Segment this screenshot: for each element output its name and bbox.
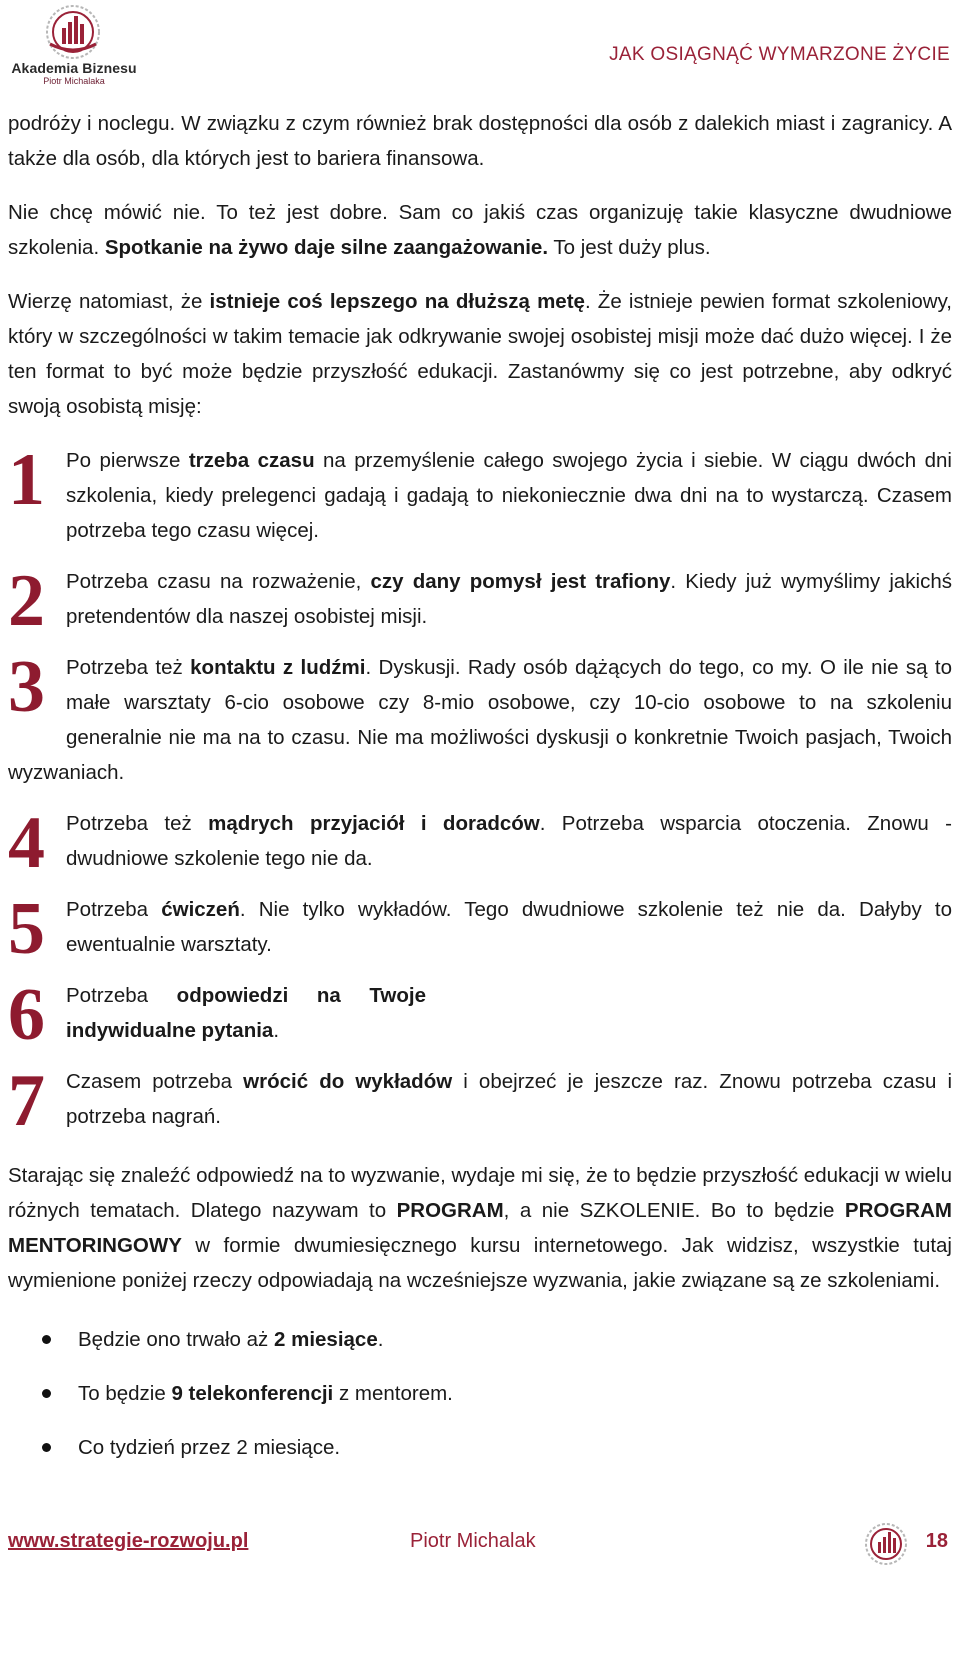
item-text: Potrzeba też kontaktu z ludźmi. Dyskusji. Rady osób dążących do tego, co my. O ile nie są to małe warsztaty 6-cio osobowe czy 8-mio osobowe, czy 10-cio osobowe to na szkoleniu generalnie nie ma na to czasu. Nie ma możliwości dyskusji o konkretnie Twoich pasjach, Twoich wyzwaniach.: [8, 656, 952, 784]
item-text: Potrzeba czasu na rozważenie, czy dany pomysł jest trafiony. Kiedy już wymyślimy jakichś pretendentów dla naszej osobistej misji.: [66, 570, 952, 628]
bullet-dot-icon: [42, 1335, 51, 1344]
numbered-item-6: [8, 974, 952, 1056]
item-text: Potrzeba odpowiedzi na Twoje indywidualne pytania.: [66, 984, 426, 1042]
numbered-item-1: [8, 439, 952, 548]
numbered-item-5: [8, 888, 952, 970]
document-title: JAK OSIĄGNĄĆ WYMARZONE ŻYCIE: [609, 44, 950, 65]
bullet-item: Będzie ono trwało aż 2 miesiące.: [8, 1322, 952, 1357]
page-number: 18: [925, 1530, 948, 1552]
bullet-list: [8, 1322, 952, 1465]
website-link[interactable]: www.strategie-rozwoju.pl: [8, 1530, 249, 1552]
numbered-item-4: [8, 802, 952, 884]
numbered-item-7: [8, 1060, 953, 1142]
page-footer: [0, 1520, 960, 1580]
bullet-item: To będzie 9 telekonferencji z mentorem.: [8, 1376, 952, 1411]
paragraph-4: Starając się znaleźć odpowiedź na to wyzwanie, wydaje mi się, że to będzie przyszłość edukacji w wielu różnych tematach. Dlatego nazywam to PROGRAM, a nie SZKOLENIE. Bo to będzie PROGRAM MENTORINGOWY w formie dwumiesięcznego kursu internetowego. Jak widzisz, wszystkie tutaj wymienione poniżej rzeczy odpowiadają na wcześniejsze wyzwania, jakie związane są ze szkoleniami.: [8, 1164, 952, 1292]
item-text: Czasem potrzeba wrócić do wykładów i obejrzeć je jeszcze raz. Znowu potrzeba czasu i potrzeba nagrań.: [66, 1070, 953, 1128]
item-text: Potrzeba ćwiczeń. Nie tylko wykładów. Tego dwudniowe szkolenie też nie da. Dałyby to ewentualnie warsztaty.: [66, 898, 952, 956]
footer-logo-icon: [862, 1522, 910, 1566]
item-text: Potrzeba też mądrych przyjaciół i doradców. Potrzeba wsparcia otoczenia. Znowu - dwudniowe szkolenie tego nie da.: [66, 812, 952, 870]
item-number: 5: [8, 888, 45, 970]
item-number: 1: [8, 439, 45, 521]
logo-name: Akademia Biznesu: [11, 60, 137, 76]
paragraph-2: Nie chcę mówić nie. To też jest dobre. Sam co jakiś czas organizuję takie klasyczne dwudniowe szkolenia. Spotkanie na żywo daje silne zaangażowanie. To jest duży plus.: [8, 201, 952, 259]
bullet-dot-icon: [42, 1389, 51, 1398]
paragraph-3: Wierzę natomiast, że istnieje coś lepszego na dłuższą metę. Że istnieje pewien format szkoleniowy, który w szczególności w takim temacie jak odkrywanie swojej osobistej misji może dać dużo więcej. I że ten format to być może będzie przyszłość edukacji. Zastanówmy się co jest potrzebne, aby odkryć swoją osobistą misję:: [8, 290, 953, 418]
item-number: 2: [8, 560, 45, 642]
item-number: 6: [8, 974, 45, 1056]
bullet-item: Co tydzień przez 2 miesiące.: [8, 1430, 952, 1465]
logo-emblem-icon: [38, 4, 108, 60]
item-number: 3: [8, 646, 45, 728]
numbered-item-2: [8, 560, 952, 642]
document-body: [8, 106, 952, 1484]
numbered-item-3: [8, 646, 952, 790]
footer-author: Piotr Michalak: [410, 1530, 536, 1552]
item-number: 7: [8, 1060, 45, 1142]
item-number: 4: [8, 802, 45, 884]
akademia-biznesu-logo: [4, 4, 144, 88]
logo-subtitle: Piotr Michalaka: [43, 76, 105, 86]
paragraph-1: podróży i noclegu. W związku z czym również brak dostępności dla osób z dalekich miast i zagranicy. A także dla osób, dla których jest to bariera finansowa.: [8, 112, 952, 170]
page-header: [0, 0, 960, 92]
bullet-dot-icon: [42, 1443, 51, 1452]
item-text: Po pierwsze trzeba czasu na przemyślenie całego swojego życia i siebie. W ciągu dwóch dni szkolenia, kiedy prelegenci gadają i gadają to niekoniecznie dwa dni na to wystarczą. Czasem potrzeba tego czasu więcej.: [66, 449, 952, 542]
